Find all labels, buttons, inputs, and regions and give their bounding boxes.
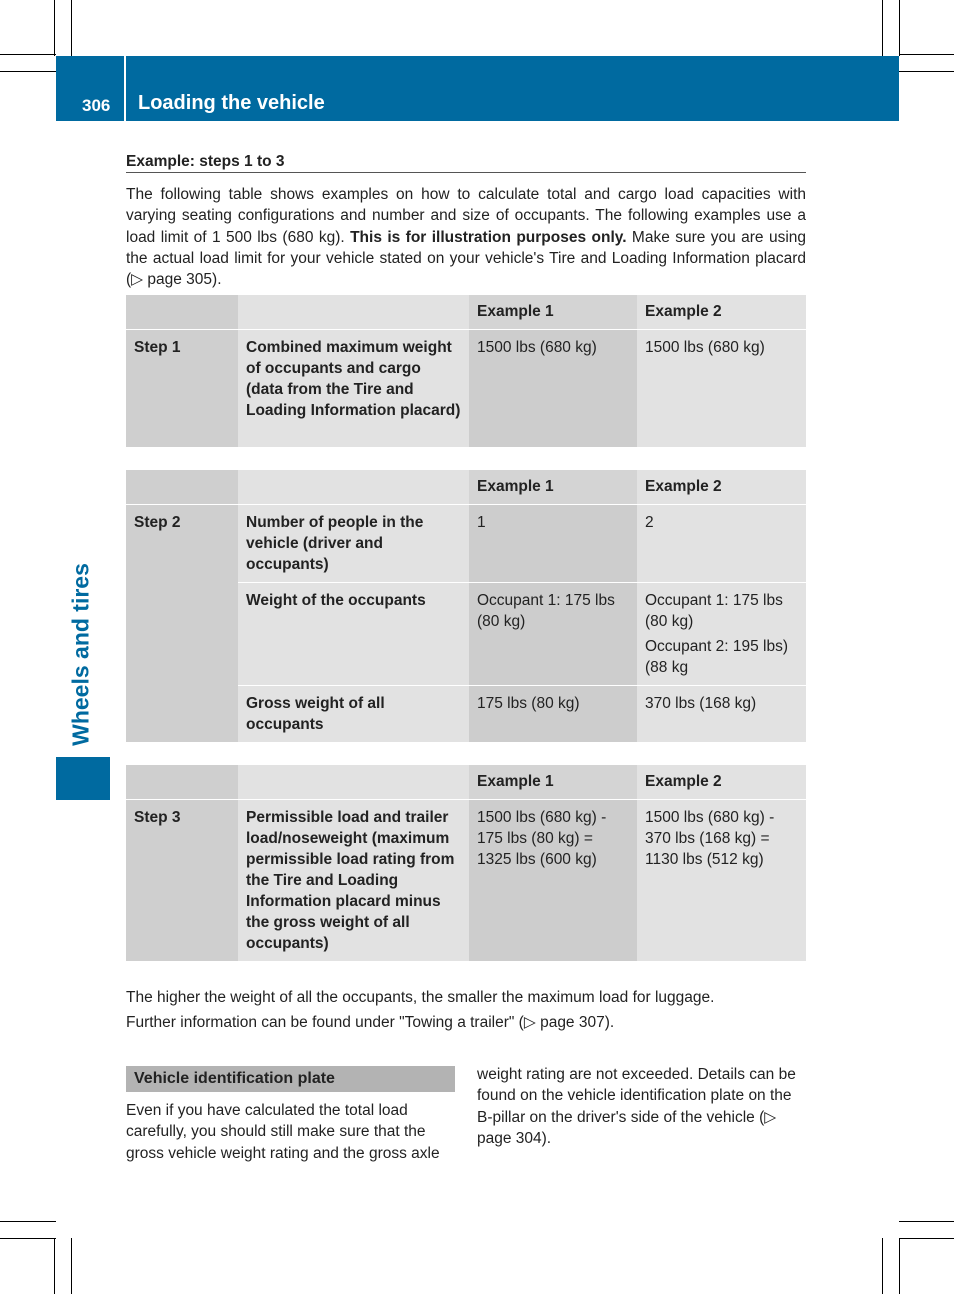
vehicle-plate-text-left: Even if you have calculated the total load carefully, you should still make sure that the gross vehicle weight rating and the gross axle: [126, 1102, 440, 1162]
header-empty: [126, 470, 238, 505]
example1-value: 1500 lbs (680 kg) - 175 lbs (80 kg) = 1325 lbs (600 kg): [469, 800, 637, 962]
step-description: Permissible load and trailer load/noseweight (maximum permissible load rating from the Tire and Loading Information placard minus the gross weight of all occupants): [238, 800, 469, 962]
table-header-row: [126, 765, 806, 800]
intro-text: The following table shows examples on how to calculate total and cargo load capacities with varying seating configurations and number and size of occupants. The following examples use a load limit of 1 500 lbs (680 kg).: [126, 186, 806, 246]
table-row: [126, 330, 806, 448]
after-table-text: [126, 987, 806, 1033]
section-title: Loading the vehicle: [138, 92, 325, 114]
step-description: Combined maximum weight of occupants and cargo (data from the Tire and Loading Information placard): [238, 330, 469, 448]
table-row: [126, 800, 806, 962]
example2-value: 370 lbs (168 kg): [637, 686, 806, 743]
step-description: Gross weight of all occupants: [238, 686, 469, 743]
table-header-row: [126, 470, 806, 505]
vehicle-plate-text-right: weight rating are not exceeded. Details can be found on the vehicle identification plate on the B-pillar on the driver's side of the vehicle (▷ page 304).: [477, 1066, 796, 1147]
header-empty: [238, 295, 469, 330]
header-example1: Example 1: [469, 765, 637, 800]
header-divider: [124, 56, 126, 121]
page-number: 306: [82, 96, 111, 115]
crop-mark: [899, 54, 954, 55]
crop-mark: [882, 1238, 883, 1294]
header-example1: Example 1: [469, 470, 637, 505]
vehicle-plate-heading: Vehicle identification plate: [126, 1066, 455, 1092]
step-label: Step 1: [126, 330, 238, 448]
side-tab-marker: [56, 757, 110, 800]
step-label: Step 2: [126, 505, 238, 743]
intro-bold: This is for illustration purposes only.: [350, 228, 627, 246]
step3-table: [126, 765, 806, 962]
crop-mark: [882, 0, 883, 56]
example1-value: 1500 lbs (680 kg): [469, 330, 637, 448]
example2-value: [637, 583, 806, 686]
header-empty: [126, 765, 238, 800]
header-empty: [126, 295, 238, 330]
example1-value: 1: [469, 505, 637, 583]
intro-text-end: Make sure you are using the actual load limit for your vehicle stated on your vehicle's Tire and Loading Information placard (▷ page 305).: [126, 228, 806, 289]
header-empty: [238, 765, 469, 800]
example-heading: Example: steps 1 to 3: [126, 152, 806, 173]
header-example2: Example 2: [637, 295, 806, 330]
crop-mark: [0, 71, 56, 72]
crop-mark: [899, 1238, 954, 1239]
header-example2: Example 2: [637, 765, 806, 800]
paragraph: Further information can be found under "Towing a trailer" (▷ page 307).: [126, 1014, 615, 1032]
side-tab-label: Wheels and tires: [67, 563, 94, 746]
crop-mark: [54, 1238, 55, 1294]
crop-mark: [0, 1221, 56, 1222]
crop-mark: [899, 1221, 954, 1222]
header-example1: Example 1: [469, 295, 637, 330]
left-column: [126, 1066, 455, 1164]
crop-mark: [899, 71, 954, 72]
example2-value: 1500 lbs (680 kg): [637, 330, 806, 448]
header-empty: [238, 470, 469, 505]
example2-value-line: Occupant 2: 195 lbs) (88 kg: [645, 638, 789, 677]
table-header-row: [126, 295, 806, 330]
step2-table: [126, 470, 806, 743]
example2-value: 1500 lbs (680 kg) - 370 lbs (168 kg) = 1130 lbs (512 kg): [637, 800, 806, 962]
crop-mark: [899, 1238, 900, 1294]
step-description: Weight of the occupants: [238, 583, 469, 686]
crop-mark: [899, 0, 900, 56]
main-content: [126, 152, 806, 1037]
example1-value: 175 lbs (80 kg): [469, 686, 637, 743]
example2-value-line: Occupant 1: 175 lbs (80 kg): [645, 592, 783, 631]
example1-value: Occupant 1: 175 lbs (80 kg): [469, 583, 637, 686]
crop-mark: [0, 1238, 56, 1239]
crop-mark: [71, 1238, 72, 1294]
crop-mark: [71, 0, 72, 56]
crop-mark: [0, 54, 56, 55]
intro-paragraph: [126, 184, 806, 290]
step-description: Number of people in the vehicle (driver and occupants): [238, 505, 469, 583]
header-example2: Example 2: [637, 470, 806, 505]
step-label: Step 3: [126, 800, 238, 962]
table-row: [126, 505, 806, 583]
example2-value: 2: [637, 505, 806, 583]
step1-table: [126, 295, 806, 448]
paragraph: The higher the weight of all the occupants, the smaller the maximum load for luggage.: [126, 989, 715, 1007]
crop-mark: [54, 0, 55, 56]
